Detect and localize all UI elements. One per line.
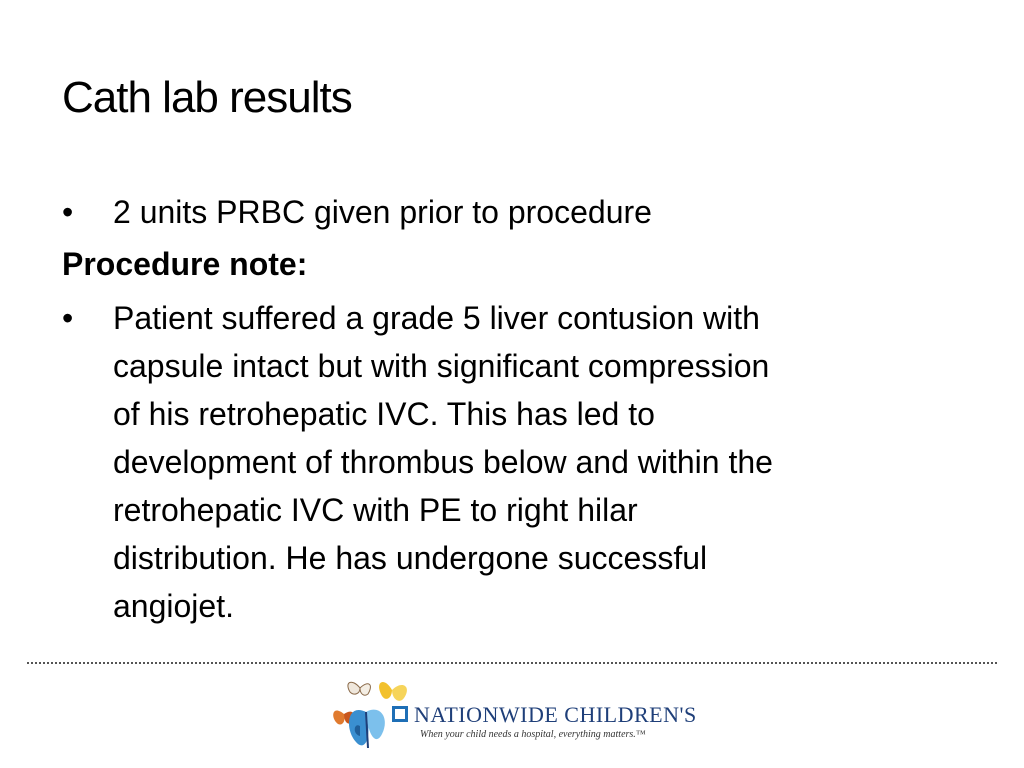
bullet-text-prbc: 2 units PRBC given prior to procedure bbox=[113, 194, 652, 230]
bullet-icon: • bbox=[62, 194, 74, 230]
logo-tagline: When your child needs a hospital, everything matters.™ bbox=[420, 729, 646, 740]
bullet-item-prbc bbox=[62, 188, 962, 236]
bullet-item-procedure-note bbox=[62, 294, 962, 630]
logo-wordmark: NATIONWIDE CHILDREN'S bbox=[414, 702, 697, 727]
procedure-note-text: Patient suffered a grade 5 liver contusion with capsule intact but with significant compression of his retrohepatic IVC. This has led to development of thrombus below and within the retrohepatic IVC with PE to right hilar distribution. He has undergone successful angiojet. bbox=[113, 300, 773, 624]
slide-content bbox=[62, 188, 962, 630]
footer-divider bbox=[27, 662, 997, 664]
slide-title: Cath lab results bbox=[62, 73, 352, 122]
nationwide-childrens-logo bbox=[330, 674, 710, 758]
bullet-icon: • bbox=[62, 300, 74, 336]
procedure-note-heading: Procedure note: bbox=[62, 246, 308, 282]
logo-square-icon bbox=[392, 706, 408, 722]
